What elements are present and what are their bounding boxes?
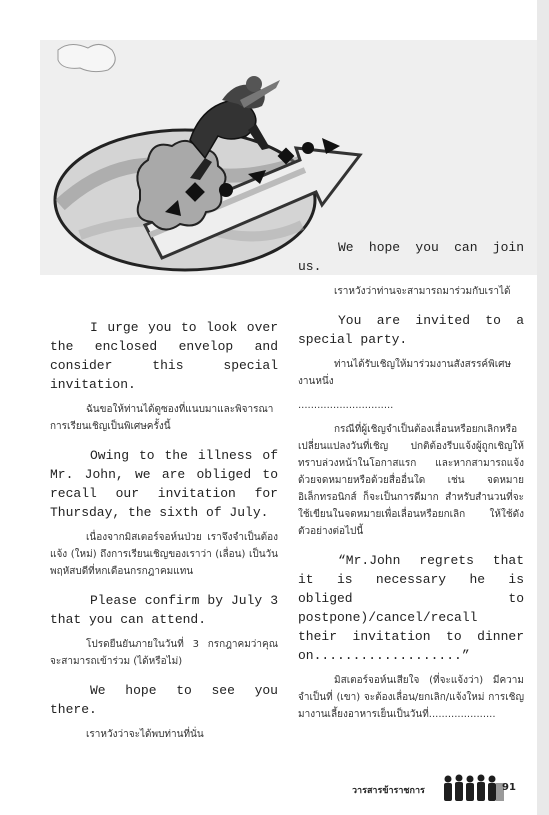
people-silhouettes-icon — [442, 773, 504, 803]
journal-title: วารสารข้าราชการ — [352, 786, 425, 796]
circle-icon-2 — [302, 142, 314, 154]
right-para-4-th: มิสเตอร์จอห์นเสียใจ (ที่จะแจ้งว่า) มีความจำเป็นที่ (เขา) จะต้องเลื่อน/ยกเลิก/แจ้งใหม่ การเชิญมางานเลี้ยงอาหารเย็นเป็นวันที่..................... — [298, 675, 524, 720]
right-column — [298, 238, 524, 723]
right-para-2-th: ท่านได้รับเชิญให้มาร่วมงานสังสรรค์พิเศษงานหนึ่ง — [298, 359, 512, 387]
right-para-4-en: “Mr.John regrets that it is necessary he is obliged to postpone)/cancel/recall their invitation to dinner on...................” — [298, 553, 524, 663]
right-dots-separator: .............................. — [298, 400, 394, 411]
right-para-2-en: You are invited to a special party. — [298, 313, 524, 347]
right-para-1-en: We hope you can join us. — [298, 240, 524, 274]
left-para-2-th: เนื่องจากมิสเตอร์จอห์นป่วย เราจึงจำเป็นต้องแจ้ง (ใหม่) ถึงการเรียนเชิญของเราว่า (เลื่อน) เป็นวันพฤหัสบดีที่หกเดือนกรกฎาคมแทน — [50, 532, 278, 577]
left-para-1-en: I urge you to look over the enclosed envelop and consider this special invitation. — [50, 320, 278, 392]
right-para-1-th: เราหวังว่าท่านจะสามารถมาร่วมกับเราได้ — [334, 286, 511, 297]
left-para-3-th: โปรดยืนยันภายในวันที่ 3 กรกฎาคมว่าคุณจะสามารถเข้าร่วม (ได้หรือไม่) — [50, 639, 278, 667]
left-para-4-en: We hope to see you there. — [50, 683, 278, 717]
right-para-3-th: กรณีที่ผู้เชิญจำเป็นต้องเลื่อนหรือยกเลิกหรือเปลี่ยนแปลงวันที่เชิญ ปกติต้องรีบแจ้งผู้ถูกเชิญให้ทราบล่วงหน้าในโอกาสแรก และหากสามารถแจ้งด้วยจดหมายหรือด้วยสื่ออื่นใด เช่น จดหมายอิเล็กทรอนิกส์ ก็จะเป็นการดีมาก สำหรับสำนวนที่จะใช้เขียนในจดหมายเพื่อเลื่อนหรือยกเลิก ให้ใช้ดังตัวอย่างต่อไปนี้ — [298, 424, 524, 537]
page-footer — [352, 773, 532, 803]
small-cloud-shape — [58, 44, 115, 71]
circle-icon — [219, 183, 233, 197]
left-para-1-th: ฉันขอให้ท่านได้ดูซองที่แนบมาและพิจารณาการเรียนเชิญเป็นพิเศษครั้งนี้ — [50, 404, 274, 432]
left-para-4-th: เราหวังว่าจะได้พบท่านที่นั่น — [86, 729, 204, 740]
page-edge-shadow — [537, 0, 549, 815]
left-para-2-en: Owing to the illness of Mr. John, we are obliged to recall our invitation for Thursday, the sixth of July. — [50, 448, 278, 520]
page-number: 91 — [502, 782, 516, 793]
left-para-3-en: Please confirm by July 3 that you can attend. — [50, 593, 278, 627]
left-column — [50, 318, 278, 743]
